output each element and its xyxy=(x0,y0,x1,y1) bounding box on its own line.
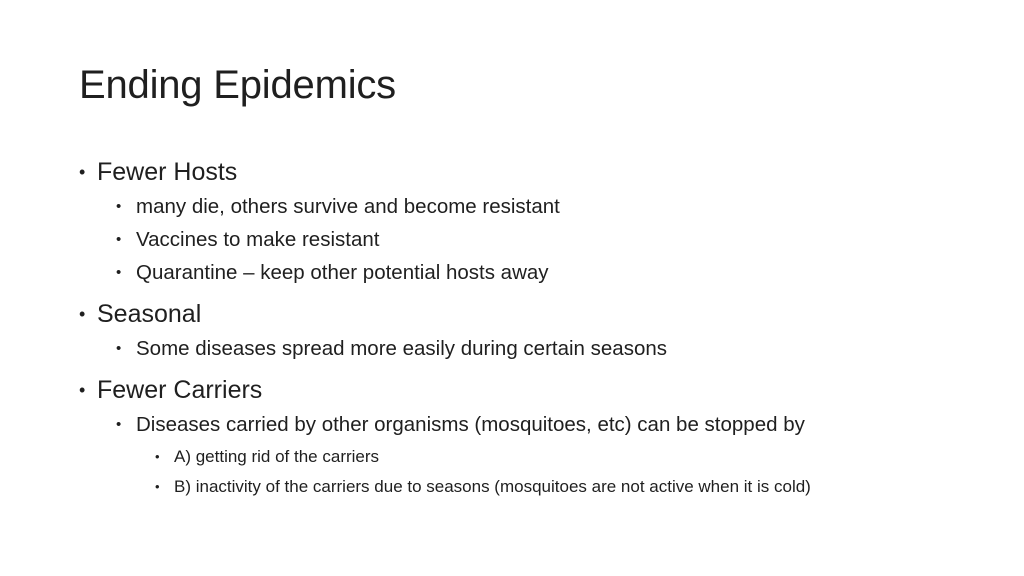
bullet-item-seasonal xyxy=(79,296,979,332)
sub-bullet-text: Vaccines to make resistant xyxy=(136,228,380,251)
sub-sub-bullet-text: B) inactivity of the carriers due to seasons (mosquitoes are not active when it is cold) xyxy=(174,477,811,496)
bullet-icon: • xyxy=(116,231,122,248)
bullet-icon: • xyxy=(116,198,122,215)
bullet-icon: • xyxy=(79,380,86,400)
sub-sub-bullet-text: A) getting rid of the carriers xyxy=(174,447,380,466)
bullet-icon: • xyxy=(155,449,160,464)
bullet-icon: • xyxy=(79,304,86,324)
sub-bullet-item xyxy=(79,191,979,223)
bullet-text: Seasonal xyxy=(97,300,202,328)
sub-bullet-item xyxy=(79,333,979,365)
bullet-icon: • xyxy=(116,416,122,433)
sub-bullet-text: many die, others survive and become resistant xyxy=(136,195,560,218)
sub-bullet-text: Some diseases spread more easily during certain seasons xyxy=(136,337,667,360)
sub-bullet-text: Quarantine – keep other potential hosts away xyxy=(136,261,549,284)
sub-bullet-item xyxy=(79,409,979,441)
sub-sub-bullet-item xyxy=(79,442,979,471)
sub-sub-bullet-item xyxy=(79,472,979,501)
bullet-item-fewer-hosts xyxy=(79,154,979,190)
bullet-text: Fewer Hosts xyxy=(97,158,238,186)
bullet-icon: • xyxy=(116,264,122,281)
sub-bullet-text: Diseases carried by other organisms (mosquitoes, etc) can be stopped by xyxy=(136,413,805,436)
bullet-list xyxy=(79,154,979,501)
sub-bullet-item xyxy=(79,224,979,256)
bullet-icon: • xyxy=(79,162,86,182)
sub-bullet-item xyxy=(79,257,979,289)
bullet-text: Fewer Carriers xyxy=(97,376,263,404)
bullet-item-fewer-carriers xyxy=(79,372,979,408)
bullet-icon: • xyxy=(155,479,160,494)
slide-title: Ending Epidemics xyxy=(79,63,396,107)
bullet-icon: • xyxy=(116,340,122,357)
